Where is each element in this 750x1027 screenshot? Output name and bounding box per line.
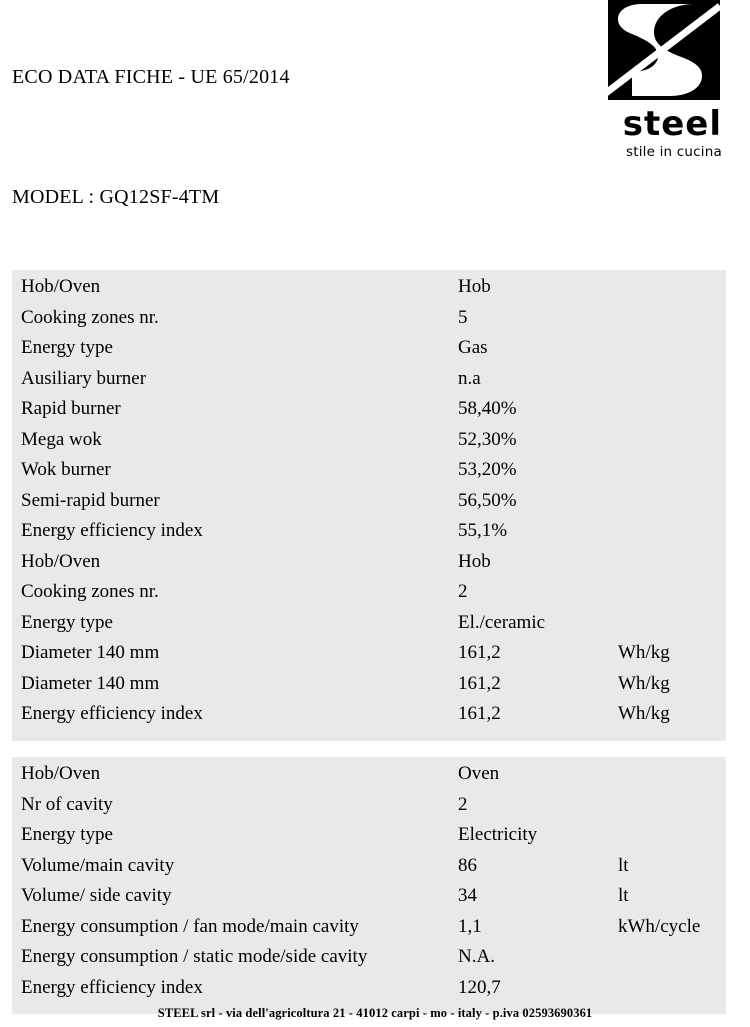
spec-label: Ausiliary burner: [21, 367, 147, 389]
spec-label: Volume/main cavity: [21, 854, 175, 876]
spec-label: Diameter 140 mm: [21, 642, 160, 663]
spec-value: 86: [458, 854, 477, 876]
logo-tagline: stile in cucina: [625, 144, 722, 160]
table-row: [12, 916, 726, 947]
spec-value: 53,20%: [458, 459, 517, 480]
spec-label: Diameter 140 mm: [21, 672, 160, 694]
table-row: [12, 885, 726, 916]
table-row: [12, 520, 726, 551]
spec-value: 56,50%: [458, 489, 517, 511]
spec-value: Hob: [458, 550, 491, 572]
spec-label: Hob/Oven: [21, 276, 101, 297]
table-row: [12, 307, 726, 338]
spec-value: 58,40%: [458, 398, 517, 419]
table-row: [12, 946, 726, 977]
spec-label: Energy efficiency index: [21, 976, 203, 998]
spec-unit: lt: [618, 885, 629, 906]
spec-label: Energy type: [21, 611, 113, 633]
spec-unit: kWh/cycle: [618, 915, 701, 937]
spec-label: Cooking zones nr.: [21, 581, 159, 602]
table-row: [12, 429, 726, 460]
page-title: ECO DATA FICHE - UE 65/2014: [12, 66, 290, 88]
oven-specs-table: [12, 757, 726, 1014]
spec-value: 5: [458, 306, 468, 328]
spec-value: 161,2: [458, 703, 501, 724]
spec-label: Energy type: [21, 824, 113, 845]
spec-label: Energy efficiency index: [21, 520, 203, 541]
table-row: [12, 551, 726, 582]
spec-value: n.a: [458, 367, 481, 389]
spec-value: 161,2: [458, 672, 501, 694]
spec-label: Volume/ side cavity: [21, 885, 172, 906]
spec-label: Cooking zones nr.: [21, 306, 159, 328]
spec-label: Hob/Oven: [21, 763, 101, 784]
spec-label: Energy consumption / fan mode/main cavity: [21, 915, 359, 937]
table-row: [12, 673, 726, 704]
table-row: [12, 276, 726, 307]
table-row: [12, 490, 726, 521]
spec-value: 161,2: [458, 642, 501, 663]
spec-value: 120,7: [458, 976, 501, 998]
table-row: [12, 703, 726, 734]
spec-label: Semi-rapid burner: [21, 489, 160, 511]
spec-label: Mega wok: [21, 428, 102, 450]
hob-specs-table: [12, 270, 726, 741]
spec-value: 55,1%: [458, 520, 508, 541]
spec-value: 1,1: [458, 915, 482, 937]
spec-label: Energy consumption / static mode/side cavity: [21, 946, 368, 967]
spec-value: N.A.: [458, 946, 495, 967]
table-row: [12, 642, 726, 673]
steel-logo-icon: [602, 0, 720, 105]
spec-unit: Wh/kg: [618, 672, 670, 694]
spec-value: 34: [458, 885, 477, 906]
spec-value: Oven: [458, 763, 500, 784]
logo-wordmark: steel: [622, 104, 722, 144]
spec-value: 2: [458, 793, 468, 815]
spec-value: Hob: [458, 276, 491, 297]
table-row: [12, 459, 726, 490]
table-row: [12, 794, 726, 825]
spec-label: Wok burner: [21, 459, 111, 480]
spec-unit: Wh/kg: [618, 642, 670, 663]
table-row: [12, 398, 726, 429]
spec-label: Nr of cavity: [21, 793, 113, 815]
brand-logo: [602, 0, 722, 160]
table-row: [12, 824, 726, 855]
spec-value: Gas: [458, 337, 488, 358]
table-row: [12, 763, 726, 794]
table-row: [12, 581, 726, 612]
model-label: MODEL : GQ12SF-4TM: [12, 186, 220, 208]
spec-label: Rapid burner: [21, 398, 121, 419]
table-row: [12, 612, 726, 643]
spec-label: Energy type: [21, 337, 113, 358]
spec-unit: Wh/kg: [618, 703, 670, 724]
table-row: [12, 855, 726, 886]
spec-value: 2: [458, 581, 468, 602]
spec-label: Energy efficiency index: [21, 703, 203, 724]
page-footer: STEEL srl - via dell'agricoltura 21 - 41012 carpi - mo - italy - p.iva 02593690361: [157, 1006, 593, 1020]
table-row: [12, 368, 726, 399]
spec-value: 52,30%: [458, 428, 517, 450]
spec-value: El./ceramic: [458, 611, 546, 633]
spec-unit: lt: [618, 854, 629, 876]
table-row: [12, 977, 726, 1008]
table-row: [12, 337, 726, 368]
spec-value: Electricity: [458, 824, 538, 845]
spec-label: Hob/Oven: [21, 550, 101, 572]
